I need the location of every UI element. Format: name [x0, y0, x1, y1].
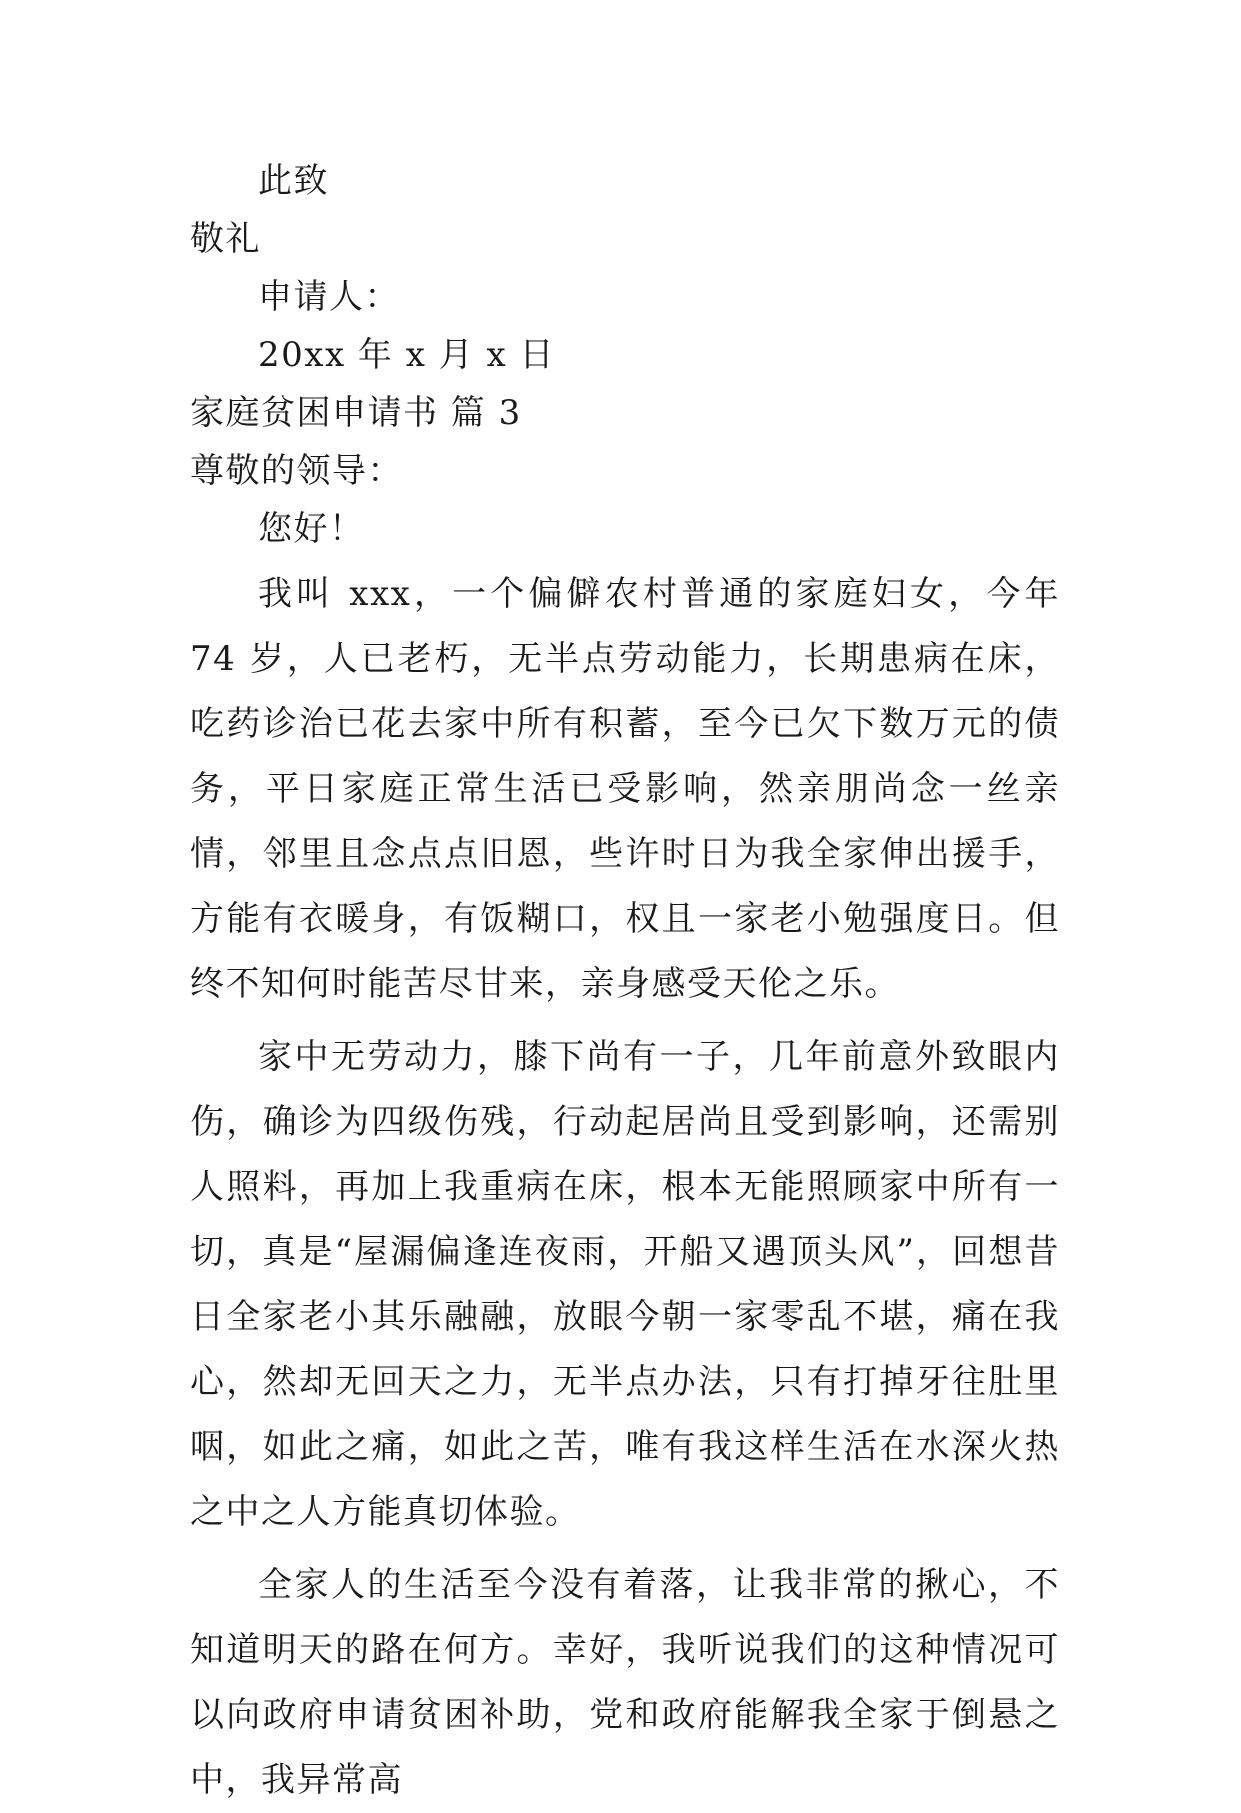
body-paragraph-2: 家中无劳动力，膝下尚有一子，几年前意外致眼内伤，确诊为四级伤残，行动起居尚且受到影响，还需别人照料，再加上我重病在床，根本无能照顾家中所有一切，真是“屋漏偏逢连夜雨，开船又遇顶头风”，回想昔日全家老小其乐融融，放眼今朝一家零乱不堪，痛在我心，然却无回天之力，无半点办法，只有打掉牙往肚里咽，如此之痛，如此之苦，唯有我这样生活在水深火热之中之人方能真切体验。 — [190, 1037, 1060, 1532]
applicant-label: 申请人： — [258, 277, 400, 317]
greeting: 您好！ — [258, 509, 365, 549]
salutation: 尊敬的领导： — [190, 451, 403, 491]
closing-line-1: 此致 — [258, 161, 329, 201]
body-paragraph-1: 我叫 xxx，一个偏僻农村普通的家庭妇女，今年 74 岁，人已老朽，无半点劳动能力，长期患病在床，吃药诊治已花去家中所有积蓄，至今已欠下数万元的债务，平日家庭正常生活已受影响，然亲朋尚念一丝亲情，邻里且念点点旧恩，些许时日为我全家伸出援手，方能有衣暖身，有饭糊口，权且一家老小勉强度日。但终不知何时能苦尽甘来，亲身感受天伦之乐。 — [190, 574, 1060, 1004]
section-heading: 家庭贫困申请书 篇 3 — [190, 393, 522, 433]
body-paragraph-3: 全家人的生活至今没有着落，让我非常的揪心，不知道明天的路在何方。幸好，我听说我们的这种情况可以向政府申请贫困补助，党和政府能解我全家于倒悬之中，我异常高 — [190, 1565, 1060, 1800]
closing-line-2: 敬礼 — [190, 219, 261, 259]
date-line: 20xx 年 x 月 x 日 — [258, 335, 556, 375]
document-body — [190, 152, 1060, 1813]
